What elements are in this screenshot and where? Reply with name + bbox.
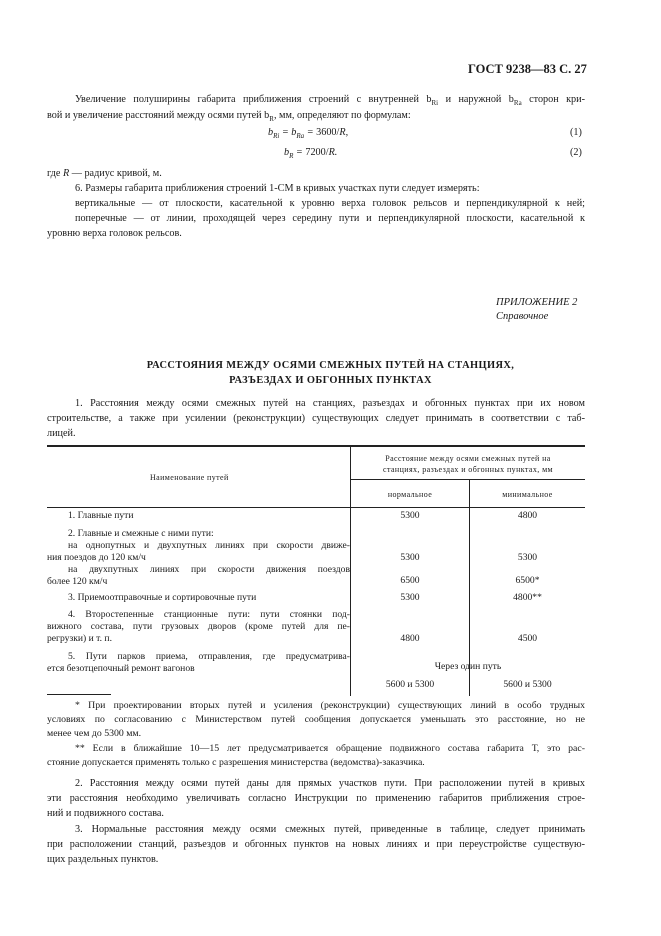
table-row-3-normal: 5300 — [400, 592, 420, 603]
where-line: где R — радиус кривой, м. — [47, 168, 162, 179]
table-row-4-normal: 4800 — [400, 633, 420, 644]
table-row-3-min: 4800** — [513, 592, 542, 603]
col-group-header-2: станциях, разъездах и обгонных пунктах, мм — [383, 465, 553, 474]
intro-sub-3: R — [269, 115, 274, 124]
footnote-2-line-2: стояние допускается применять только с разрешения министерства (ведомства)-заказчика. — [47, 757, 425, 768]
formula-2-number: (2) — [570, 147, 582, 158]
table-row-1-name: 1. Главные пути — [68, 510, 134, 521]
table-subheader-rule — [350, 479, 585, 480]
table-row-4-name-1: 4. Второстепенные станционные пути: пути стоянки под- — [68, 609, 350, 620]
item6-line-3: поперечные — от линии, проходящей через середину пути и перпендикулярной плоскости, касательной к — [75, 213, 585, 224]
section-title-line-1: РАССТОЯНИЯ МЕЖДУ ОСЯМИ СМЕЖНЫХ ПУТЕЙ НА СТАНЦИЯХ, — [146, 360, 515, 371]
para1-line-3: лицей. — [47, 428, 76, 439]
table-row-2b-min: 6500* — [515, 575, 540, 586]
table-row-2b-name-1: на двухпутных линиях при скорости движения поездов — [68, 564, 350, 575]
table-row-4-name-3: регрузки) и т. п. — [47, 633, 112, 644]
intro-text-5: , мм, определяют по формулам: — [273, 110, 411, 121]
intro-text-1: Увеличение полуширины габарита приближения строений с внутренней b — [75, 94, 432, 105]
footnote-rule — [47, 694, 111, 695]
table-row-5-span: Через один путь — [434, 661, 502, 672]
table-row-1-normal: 5300 — [400, 510, 420, 521]
col-name-header: Наименование путей — [150, 473, 229, 482]
intro-sub-1: Ri — [431, 99, 439, 108]
appendix-title: ПРИЛОЖЕНИЕ 2 — [496, 297, 578, 308]
intro-sub-2: Ra — [513, 99, 522, 108]
para2-line-2: эти расстояния необходимо увеличивать согласно Инструкции по применению габаритов приближения строе- — [47, 793, 585, 804]
para3-line-2: при расположении станций, разъездов и обгонных пунктов на новых линиях и при переустройстве существую- — [47, 839, 585, 850]
section-title-line-2: РАЗЪЕЗДАХ И ОБГОННЫХ ПУНКТАХ — [229, 375, 432, 386]
table-row-4-name-2: вижного состава, пути грузовых дворов (кроме путей для пе- — [47, 621, 350, 632]
para3-line-3: щих раздельных пунктов. — [47, 854, 159, 865]
table-row-2a-name-1: на однопутных и двухпутных линиях при скорости движе- — [68, 540, 350, 551]
table-row-2b-name-2: более 120 км/ч — [47, 576, 108, 587]
table-row-5-min: 5600 и 5300 — [503, 679, 552, 690]
para1-line-2: строительстве, а также при усилении (реконструкции) существующих следует принимать в соответствии с таб- — [47, 413, 585, 424]
para1-line-1: 1. Расстояния между осями смежных путей на станциях, разъездах и обгонных пунктах при их новом — [75, 398, 585, 409]
footnote-1-line-2: условиях по согласованию с Министерством путей сообщения допускается уменьшать это расстояние, но не — [47, 714, 585, 725]
footnote-1-line-1: * При проектировании вторых путей и усиления (реконструкции) существующих линий в особо трудных — [75, 700, 585, 711]
item6-line-1: 6. Размеры габарита приближения строений 1-СМ в кривых участках пути следует измерять: — [75, 183, 480, 194]
col-normal-header: нормальное — [387, 490, 433, 499]
table-row-5-name-2: ется безотцепочный ремонт вагонов — [47, 663, 195, 674]
table-row-2a-name-2: ния поездов до 120 км/ч — [47, 552, 146, 563]
table-row-2b-normal: 6500 — [400, 575, 420, 586]
footnote-2-line-1: ** Если в ближайшие 10—15 лет предусматривается обращение подвижного состава габарита Т, это рас- — [75, 743, 585, 754]
intro-text-3: сторон кри- — [521, 94, 585, 105]
footnote-1-line-3: менее чем до 5300 мм. — [47, 728, 142, 739]
table-row-3-name: 3. Приемоотправочные и сортировочные пути — [68, 592, 257, 603]
table-row-5-normal: 5600 и 5300 — [385, 679, 435, 690]
para2-line-3: ний и подвижного состава. — [47, 808, 164, 819]
table-col-rule-1 — [350, 446, 351, 696]
col-group-header-1: Расстояние между осями смежных путей на — [385, 454, 551, 463]
page-header: ГОСТ 9238—83 С. 27 — [468, 62, 587, 76]
intro-text-2: и наружной b — [438, 94, 514, 105]
formula-1: $b_{Ri} = b_{Ra} = 3600/R$, — [268, 127, 349, 141]
table-header-rule — [47, 507, 585, 508]
para3-line-1: 3. Нормальные расстояния между осями смежных путей, приведенные в таблице, следует принимать — [75, 824, 585, 835]
col-min-header: минимальное — [502, 490, 553, 499]
table-row-1-min: 4800 — [517, 510, 538, 521]
formula-2: $b_R = 7200/R$. — [284, 147, 338, 161]
table-top-rule — [47, 445, 585, 447]
table-row-5-name-1: 5. Пути парков приема, отправления, где предусматрива- — [68, 651, 350, 662]
item6-line-2: вертикальные — от плоскости, касательной к уровню верха головок рельсов и перпендикулярной к ней; — [75, 198, 585, 209]
formula-1-number: (1) — [570, 127, 582, 138]
table-row-2a-min: 5300 — [517, 552, 538, 563]
item6-line-4: уровню верха головок рельсов. — [47, 228, 182, 239]
intro-line-2 — [47, 108, 411, 128]
intro-text-4: вой и увеличение расстояний между осями путей b — [47, 110, 270, 121]
table-row-2-name: 2. Главные и смежные с ними пути: — [68, 528, 214, 539]
para2-line-1: 2. Расстояния между осями путей даны для прямых участков пути. При расположении путей в кривых — [75, 778, 585, 789]
table-row-2a-normal: 5300 — [400, 552, 420, 563]
table-row-4-min: 4500 — [517, 633, 538, 644]
appendix-subtitle: Справочное — [496, 311, 549, 322]
